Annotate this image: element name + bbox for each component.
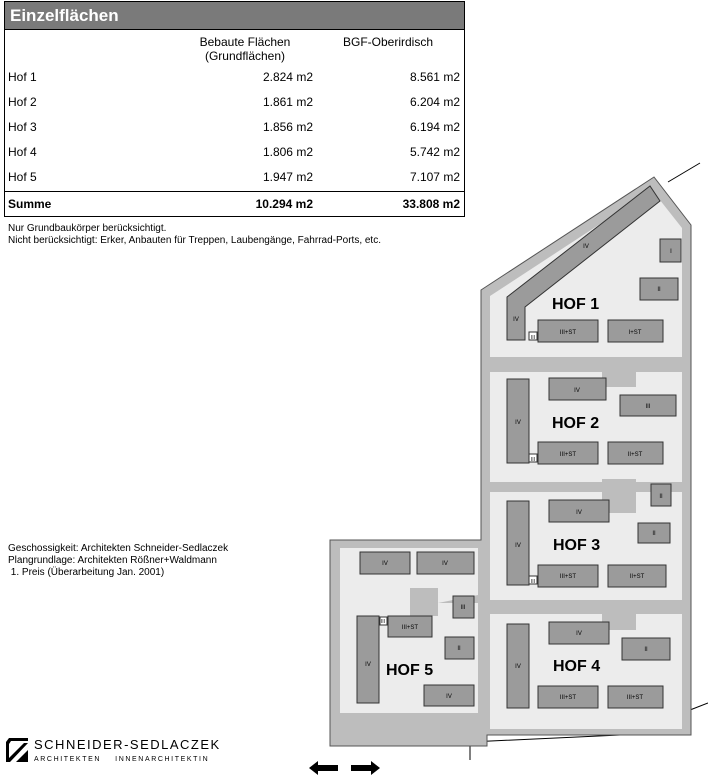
label-h2-iii: III bbox=[645, 404, 651, 410]
site-boundary-line bbox=[668, 163, 700, 182]
table-title: Einzelflächen bbox=[5, 2, 464, 30]
label-h1-top-a: I bbox=[670, 249, 672, 255]
row-label: Hof 1 bbox=[8, 70, 37, 84]
label-h5-a: III+ST bbox=[401, 625, 419, 631]
label-h5-iii: III bbox=[460, 605, 466, 611]
row-bgf: 6.194 m2 bbox=[409, 120, 460, 134]
row-label: Hof 5 bbox=[8, 170, 37, 184]
label-h2-a: III+ST bbox=[559, 452, 577, 458]
label-h1-small: III bbox=[530, 335, 536, 341]
path-square bbox=[410, 588, 438, 616]
label-h1-iv: IV bbox=[513, 317, 519, 323]
building-hof5-left bbox=[357, 616, 379, 703]
label-h3-ii: II bbox=[659, 494, 663, 500]
row-label: Hof 3 bbox=[8, 120, 37, 134]
row-bgf: 8.561 m2 bbox=[409, 70, 460, 84]
column-header-bgf: BGF-Oberirdisch bbox=[342, 35, 434, 49]
label-h5-iv-b: IV bbox=[442, 561, 448, 567]
direction-arrows bbox=[309, 761, 380, 775]
row-label: Hof 4 bbox=[8, 145, 37, 159]
arrow-right-icon bbox=[351, 761, 380, 775]
credits-line-2: Plangrundlage: Architekten Rößner+Waldmann bbox=[8, 555, 217, 566]
court-label-hof5: HOF 5 bbox=[386, 662, 434, 679]
label-h5-iv-a: IV bbox=[382, 561, 388, 567]
column-header-built-line2: (Grundflächen) bbox=[204, 49, 286, 63]
credits-line-3: 1. Preis (Überarbeitung Jan. 2001) bbox=[8, 567, 165, 578]
row-built: 1.856 m2 bbox=[262, 120, 313, 134]
path-square bbox=[602, 357, 636, 387]
label-h3-small: III bbox=[530, 579, 536, 585]
total-bgf: 33.808 m2 bbox=[402, 197, 460, 211]
label-h4-ii: II bbox=[644, 647, 648, 653]
row-bgf: 5.742 m2 bbox=[409, 145, 460, 159]
label-h3-iv-top: IV bbox=[576, 510, 582, 516]
court-label-hof4: HOF 4 bbox=[553, 658, 601, 675]
label-h5-iv-bot: IV bbox=[446, 694, 452, 700]
label-h4-iv-top: IV bbox=[576, 631, 582, 637]
label-h3-b: II+ST bbox=[629, 574, 645, 580]
label-h3-a: III+ST bbox=[559, 574, 577, 580]
label-h4-iv-left: IV bbox=[515, 664, 521, 670]
row-bgf: 6.204 m2 bbox=[409, 95, 460, 109]
label-h4-b: III+ST bbox=[626, 695, 644, 701]
credits-line-1: Geschossigkeit: Architekten Schneider-Sedlaczek bbox=[8, 543, 229, 554]
site-boundary-line bbox=[690, 703, 708, 710]
label-h1-top-b: II bbox=[657, 287, 661, 293]
total-label: Summe bbox=[8, 197, 52, 211]
label-h3-i: II bbox=[652, 531, 656, 537]
note-line-2: Nicht berücksichtigt: Erker, Anbauten für Treppen, Laubengänge, Fahrrad-Ports, etc. bbox=[8, 235, 381, 246]
court-label-hof2: HOF 2 bbox=[552, 415, 600, 432]
label-h2-b: II+ST bbox=[627, 452, 643, 458]
label-h5-iv-left: IV bbox=[365, 662, 371, 668]
label-h2-iv-top: IV bbox=[574, 388, 580, 394]
row-built: 1.806 m2 bbox=[262, 145, 313, 159]
note-line-1: Nur Grundbaukörper berücksichtigt. bbox=[8, 223, 167, 234]
label-h2-iv-left: IV bbox=[515, 420, 521, 426]
firm-subtitle: ARCHITEKTEN INNENARCHITEKTIN bbox=[34, 756, 210, 763]
column-header-built-line1: Bebaute Flächen bbox=[199, 35, 291, 49]
court-label-hof1: HOF 1 bbox=[552, 296, 600, 313]
firm-logo-icon bbox=[6, 738, 28, 762]
total-built: 10.294 m2 bbox=[255, 197, 313, 211]
arrow-left-icon bbox=[309, 761, 338, 775]
label-h5-small: III bbox=[380, 619, 386, 625]
firm-name: SCHNEIDER-SEDLACZEK bbox=[34, 737, 221, 752]
row-bgf: 7.107 m2 bbox=[409, 170, 460, 184]
label-h1-a: III+ST bbox=[559, 330, 577, 336]
row-built: 2.824 m2 bbox=[262, 70, 313, 84]
label-h2-small: III bbox=[530, 457, 536, 463]
label-h5-ii: II bbox=[457, 646, 461, 652]
label-h3-iv-left: IV bbox=[515, 543, 521, 549]
label-h1-diag: IV bbox=[583, 244, 589, 250]
row-built: 1.861 m2 bbox=[262, 95, 313, 109]
row-built: 1.947 m2 bbox=[262, 170, 313, 184]
court-label-hof3: HOF 3 bbox=[553, 537, 601, 554]
label-h1-b: I+ST bbox=[628, 330, 642, 336]
label-h4-a: III+ST bbox=[559, 695, 577, 701]
row-label: Hof 2 bbox=[8, 95, 37, 109]
